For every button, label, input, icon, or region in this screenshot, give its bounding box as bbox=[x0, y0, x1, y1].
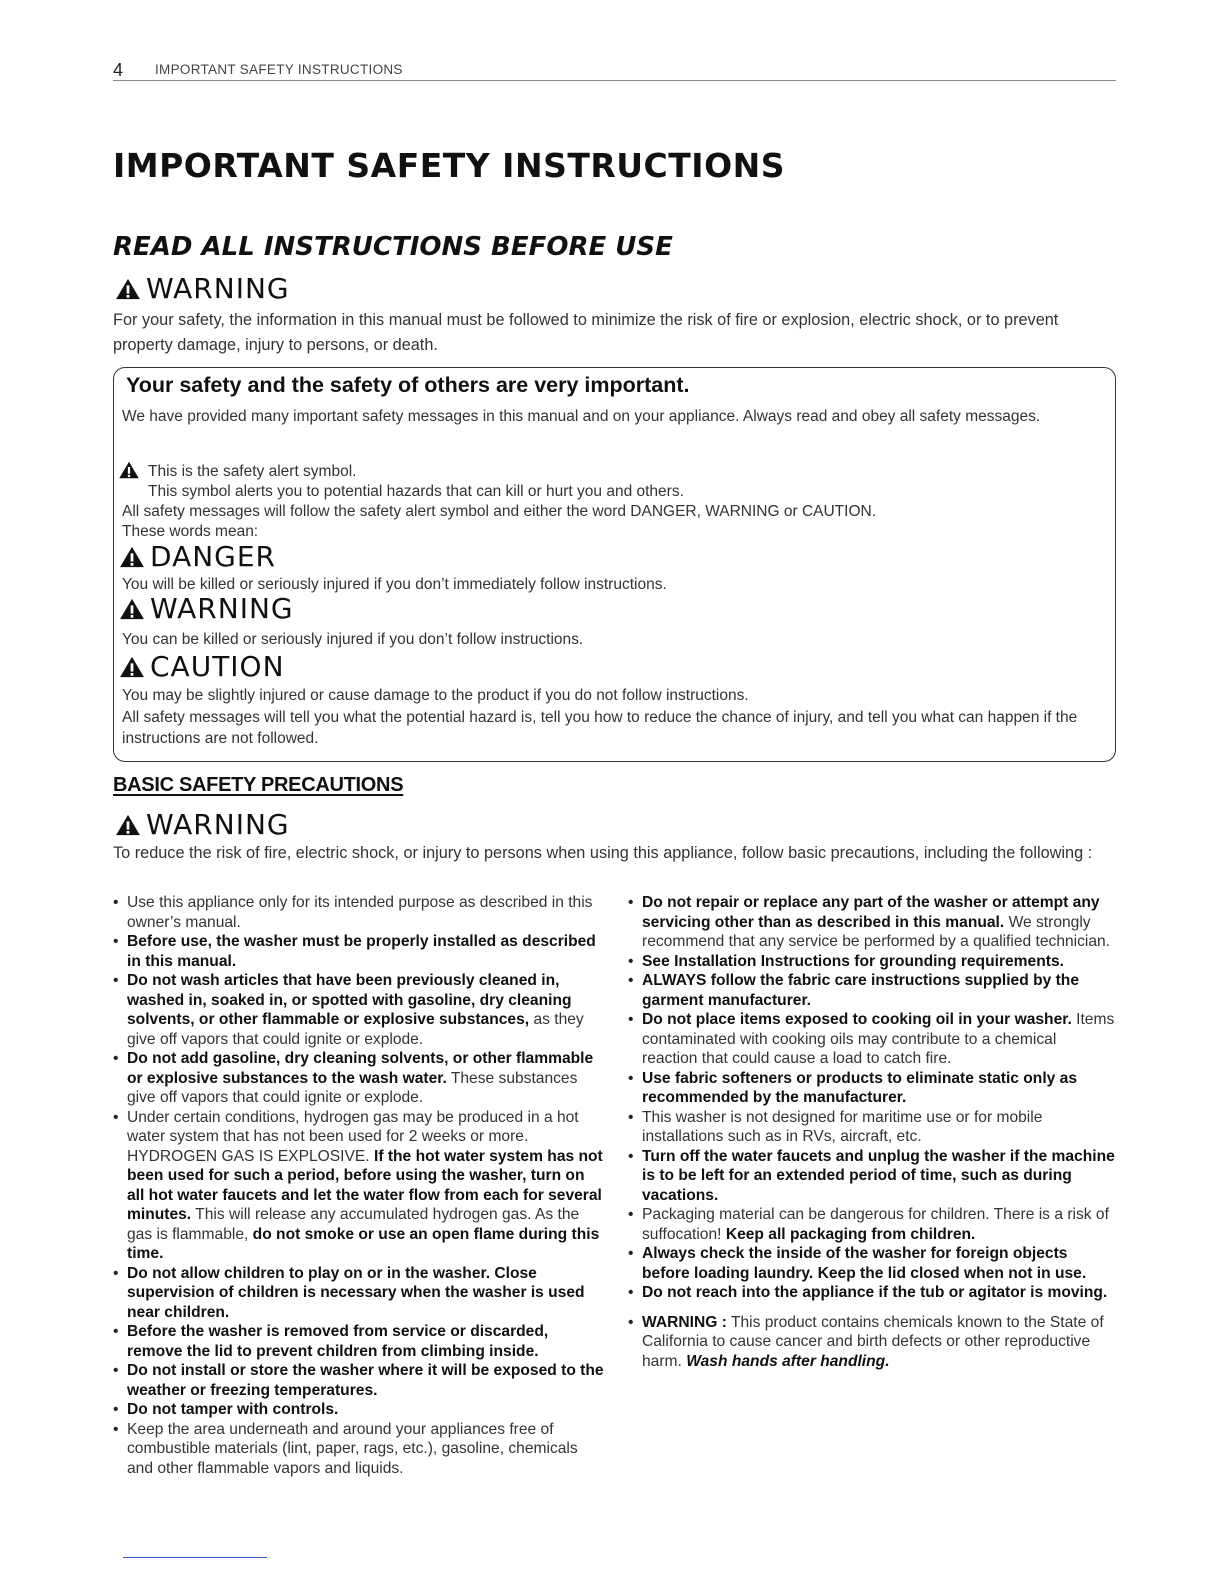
caution-text: You may be slightly injured or cause damage to the product if you do not follow instructions. bbox=[122, 687, 749, 704]
safety-box-intro: We have provided many important safety messages in this manual and on your appliance. Always read and obey all safety messages. bbox=[122, 408, 1041, 425]
list-item: • Before the washer is removed from service or discarded, remove the lid to prevent children from climbing inside. bbox=[113, 1322, 605, 1361]
warning-triangle-icon bbox=[114, 278, 142, 300]
california-warning-item: • WARNING : This product contains chemicals known to the State of California to cause cancer and birth defects or other reproductive harm. Wash hands after handling. bbox=[628, 1313, 1115, 1372]
list-item: • Do not wash articles that have been previously cleaned in, washed in, soaked in, or spotted with gasoline, dry cleaning solvents, or other flammable or explosive substances, as they give off vapors that could ignite or explode. bbox=[113, 971, 605, 1049]
list-item: • Keep the area underneath and around your appliances free of combustible materials (lint, paper, rags, etc.), gasoline, chemicals and other flammable vapors and liquids. bbox=[113, 1420, 605, 1479]
signal-word: WARNING bbox=[146, 272, 290, 305]
list-item: • Use fabric softeners or products to eliminate static only as recommended by the manufacturer. bbox=[628, 1069, 1115, 1108]
caution-signal bbox=[118, 650, 285, 683]
list-item: • Use this appliance only for its intended purpose as described in this owner’s manual. bbox=[113, 893, 605, 932]
page-number: 4 bbox=[113, 60, 124, 80]
safety-box-title: Your safety and the safety of others are very important. bbox=[126, 373, 690, 397]
symbol-line-2: This symbol alerts you to potential hazards that can kill or hurt you and others. bbox=[148, 483, 684, 500]
list-item: • Before use, the washer must be properly installed as described in this manual. bbox=[113, 932, 605, 971]
intro-warning-text: For your safety, the information in this manual must be followed to minimize the risk of fire or explosion, electric shock, or to prevent property damage, injury to persons, or death. bbox=[113, 311, 1059, 354]
list-item: • Do not install or store the washer where it will be exposed to the weather or freezing temperatures. bbox=[113, 1361, 605, 1400]
running-title: IMPORTANT SAFETY INSTRUCTIONS bbox=[155, 62, 403, 77]
signal-word: WARNING bbox=[146, 808, 290, 841]
list-item: • This washer is not designed for maritime use or for mobile installations such as in RVs, aircraft, etc. bbox=[628, 1108, 1115, 1147]
symbol-line-4: These words mean: bbox=[122, 523, 259, 540]
warning-triangle-icon bbox=[114, 814, 142, 836]
page-subtitle: READ ALL INSTRUCTIONS BEFORE USE bbox=[113, 232, 673, 262]
danger-triangle-icon bbox=[118, 546, 146, 568]
list-item: • See Installation Instructions for grounding requirements. bbox=[628, 952, 1115, 972]
footer-rule bbox=[123, 1557, 267, 1558]
warning-signal bbox=[118, 592, 294, 625]
list-item: • ALWAYS follow the fabric care instructions supplied by the garment manufacturer. bbox=[628, 971, 1115, 1010]
right-precautions-list bbox=[628, 893, 1115, 1371]
basic-precautions-heading: BASIC SAFETY PRECAUTIONS bbox=[113, 774, 404, 796]
list-item: • Do not repair or replace any part of the washer or attempt any servicing other than as described in this manual. We strongly recommend that any service be performed by a qualified technician. bbox=[628, 893, 1115, 952]
left-precautions-list bbox=[113, 893, 605, 1478]
danger-word: DANGER bbox=[150, 540, 277, 573]
warning-word: WARNING bbox=[150, 592, 294, 625]
alert-symbol-explanation bbox=[118, 461, 1098, 542]
list-item: • Packaging material can be dangerous for children. There is a risk of suffocation! Keep all packaging from children. bbox=[628, 1205, 1115, 1244]
basic-warning-signal bbox=[114, 808, 290, 841]
list-item: • Do not place items exposed to cooking oil in your washer. Items contaminated with cooking oils may contribute to a chemical reaction that could cause a load to catch fire. bbox=[628, 1010, 1115, 1069]
caution-word: CAUTION bbox=[150, 650, 285, 683]
list-item: • Always check the inside of the washer for foreign objects before loading laundry. Keep the lid closed when not in use. bbox=[628, 1244, 1115, 1283]
list-item: • Do not reach into the appliance if the tub or agitator is moving. bbox=[628, 1283, 1115, 1303]
list-item: • Under certain conditions, hydrogen gas may be produced in a hot water system that has not been used for 2 weeks or more. HYDROGEN GAS IS EXPLOSIVE. If the hot water system has not been used for such a period, before using the washer, turn on all hot water faucets and let the water flow from each for several minutes. This will release any accumulated hydrogen gas. As the gas is flammable, do not smoke or use an open flame during this time. bbox=[113, 1108, 605, 1264]
danger-text: You will be killed or seriously injured if you don’t immediately follow instructions. bbox=[122, 576, 667, 593]
safety-alert-symbol-icon bbox=[118, 461, 140, 479]
list-item: • Do not tamper with controls. bbox=[113, 1400, 605, 1420]
safety-box-closing: All safety messages will tell you what the potential hazard is, tell you how to reduce the chance of injury, and tell you what can happen if the instructions are not followed. bbox=[122, 709, 1078, 747]
list-item: • Do not add gasoline, dry cleaning solvents, or other flammable or explosive substances to the wash water. These substances give off vapors that could ignite or explode. bbox=[113, 1049, 605, 1108]
caution-triangle-icon bbox=[118, 656, 146, 678]
warning-text: You can be killed or seriously injured if you don’t follow instructions. bbox=[122, 631, 584, 648]
running-header bbox=[113, 60, 1116, 81]
symbol-line-1: This is the safety alert symbol. bbox=[148, 463, 357, 480]
list-item: • Turn off the water faucets and unplug the washer if the machine is to be left for an extended period of time, such as during vacations. bbox=[628, 1147, 1115, 1206]
danger-signal bbox=[118, 540, 276, 573]
symbol-line-3: All safety messages will follow the safety alert symbol and either the word DANGER, WARNING or CAUTION. bbox=[122, 503, 876, 520]
warning-triangle-icon bbox=[118, 598, 146, 620]
safety-message-box bbox=[113, 367, 1116, 762]
page-title: IMPORTANT SAFETY INSTRUCTIONS bbox=[113, 146, 786, 185]
basic-intro: To reduce the risk of fire, electric shock, or injury to persons when using this appliance, follow basic precautions, including the following : bbox=[113, 844, 1093, 862]
intro-warning-signal bbox=[114, 272, 290, 305]
list-item: • Do not allow children to play on or in the washer. Close supervision of children is necessary when the washer is used near children. bbox=[113, 1264, 605, 1323]
